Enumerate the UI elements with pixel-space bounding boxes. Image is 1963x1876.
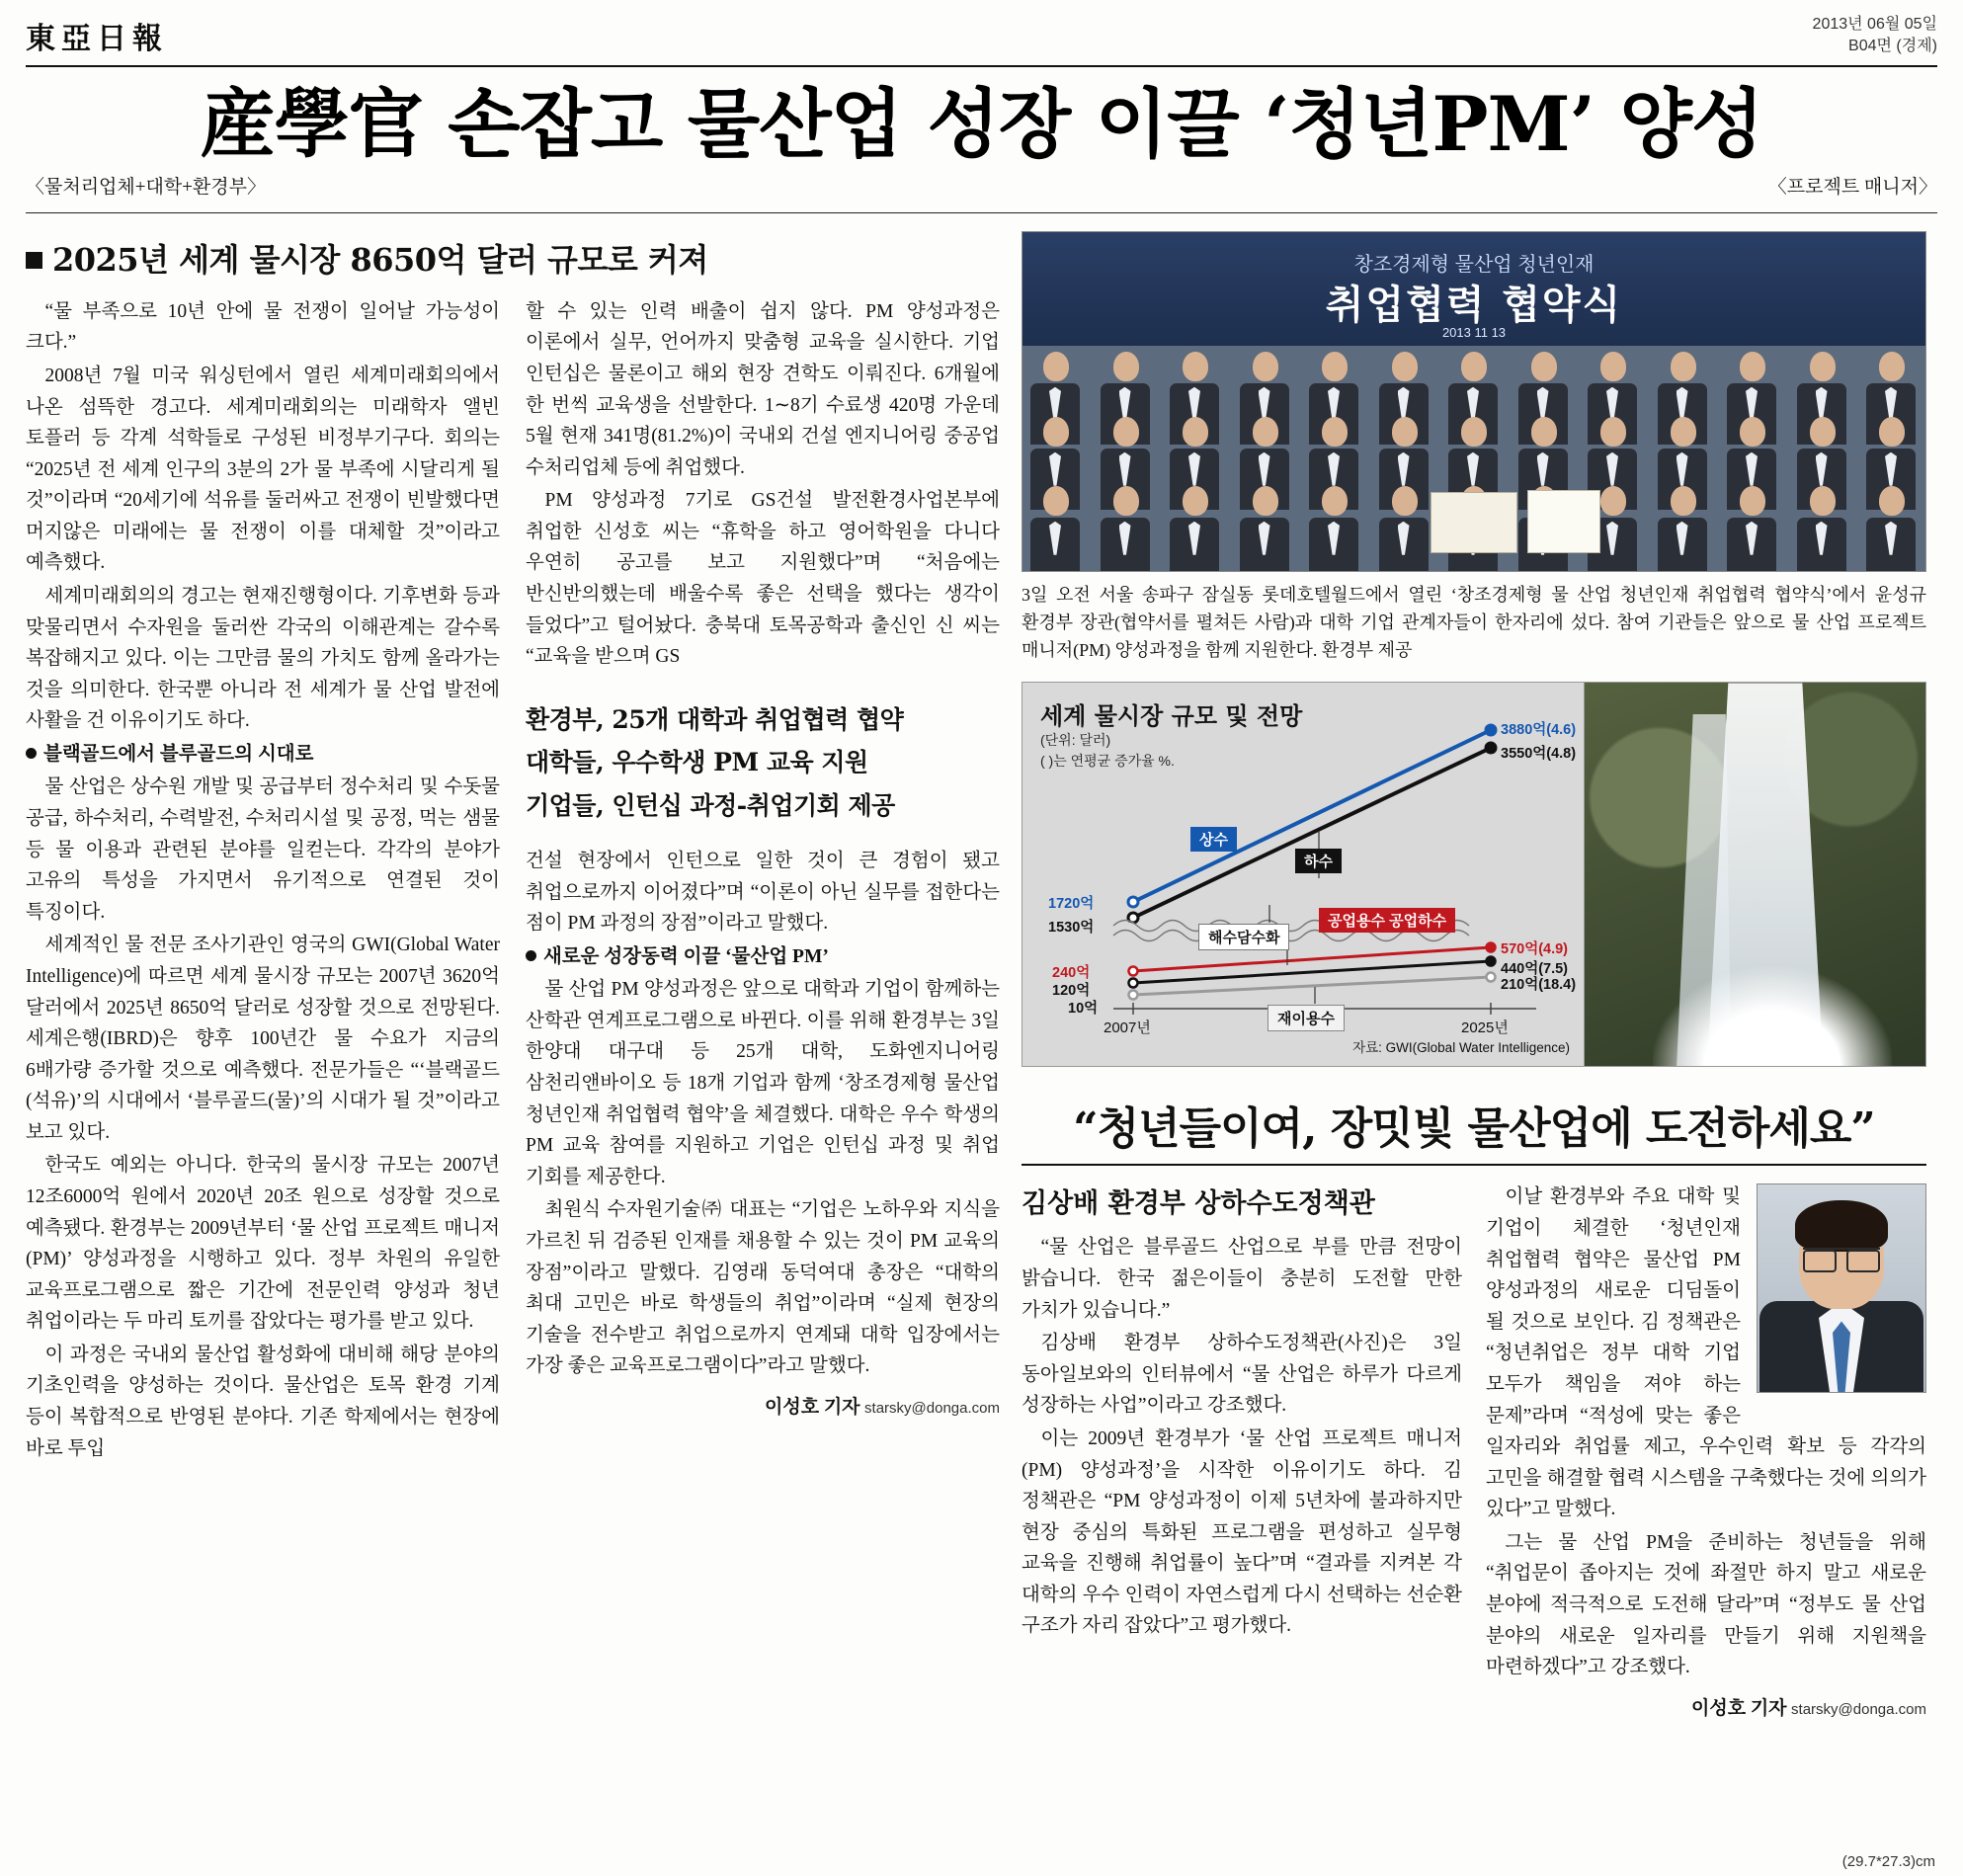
value-label-reuse-start: 10억 bbox=[1068, 1001, 1099, 1018]
paragraph: 최원식 수자원기술㈜ 대표는 “기업은 노하우와 지식을 가르친 뒤 검증된 인재를 채용할 수 있는 것이 PM 교육의 장점”이라고 말했다. 김영래 동덕여대 총장은 “대학의 최대 고민은 바로 학생들의 취업”이라며 “실제 현장의 기술을 전수받고 취업으로까지 연계돼 대학 입장에서는 가장 좋은 교육프로그램이다”라고 말했다. bbox=[526, 1199, 1000, 1377]
paragraph: “물 부족으로 10년 안에 물 전쟁이 일어날 가능성이 크다.” bbox=[26, 300, 500, 354]
value-label-supply-start: 1720억 bbox=[1048, 896, 1095, 913]
series-label-sewage: 하수 bbox=[1295, 849, 1342, 873]
article-block bbox=[26, 231, 1000, 1720]
chart-and-photo-row bbox=[1022, 682, 1926, 1067]
page-number: B04면 (경제) bbox=[1848, 37, 1937, 54]
value-label-sewage-end: 3550억(4.8) bbox=[1501, 746, 1577, 763]
paragraph: 세계미래회의의 경고는 현재진행형이다. 기후변화 등과 맞물리면서 수자원을 둘러싼 각국의 이해관계는 갈수록 복잡해지고 있다. 이는 그만큼 물의 가치도 함께 올라가는 것을 의미한다. 한국뿐 아니라 전 세계가 물 산업 발전에 사활을 건 이유이기도 하다. bbox=[26, 586, 500, 732]
pull-quote-box bbox=[526, 698, 1000, 828]
media-block bbox=[1022, 231, 1926, 1720]
page-size-note: (29.7*27.3)cm bbox=[1841, 1853, 1935, 1870]
paragraph: PM 양성과정 7기로 GS건설 발전환경사업본부에 취업한 신성호 씨는 “휴학을 하고 영어학원을 다니다 우연히 공고를 보고 지원했다”며 “처음에는 반신반의했는데 배울수록 좋은 선택을 했다는 생각이 들었다”고 털어놨다. 충북대 토목공학과 출신인 신 씨는 “교육을 받으며 GS bbox=[526, 490, 1000, 668]
value-label-industrial-start: 240억 bbox=[1052, 965, 1091, 982]
article-subhead-2-text: 새로운 성장동력 이끌 ‘물산업 PM’ bbox=[543, 945, 829, 967]
article-columns bbox=[26, 296, 1000, 1466]
dot-bullet-icon bbox=[526, 950, 536, 961]
paragraph: 2008년 7월 미국 워싱턴에서 열린 세계미래회의에서 나온 섬뜩한 경고다. 세계미래회의는 미래학자 앨빈 토플러 등 각계 석학들로 구성된 비정부기구다. 회의는 “2025년 전 세계 인구의 3분의 2가 물 부족에 시달리게 될 것”이라며 “20세기에 석유를 둘러싸고 전쟁이 빈발했다면 머지않은 미래에는 물 전쟁이 이를 대체할 것”이라고 예측했다. bbox=[26, 365, 500, 574]
square-bullet-icon bbox=[26, 252, 42, 269]
banner-line-3: 2013 11 13 bbox=[1441, 324, 1507, 340]
article-column-2 bbox=[526, 296, 1000, 1466]
byline-left bbox=[526, 1392, 1000, 1419]
newspaper-logo: 東亞日報 bbox=[26, 22, 168, 56]
headline-block bbox=[26, 80, 1937, 199]
byline-email: starsky@donga.com bbox=[1791, 1700, 1926, 1718]
series-label-industrial: 공업용수 공업하수 bbox=[1319, 908, 1455, 933]
headline-subrow bbox=[26, 172, 1937, 199]
value-label-desalination-start: 120억 bbox=[1052, 983, 1091, 1000]
chart-title: 세계 물시장 규모 및 전망 bbox=[1040, 701, 1303, 731]
pull-quote-line: 대학들, 우수학생 PM 교육 지원 bbox=[526, 748, 868, 777]
dot-bullet-icon bbox=[26, 748, 37, 759]
article-deck-text: 2025년 세계 물시장 8650억 달러 규모로 커져 bbox=[52, 240, 708, 279]
article-deck bbox=[26, 235, 1000, 281]
interview-column-right bbox=[1486, 1182, 1926, 1719]
x-tick-2025: 2025년 bbox=[1461, 1020, 1509, 1037]
agreement-document-2 bbox=[1527, 490, 1600, 553]
masthead-rule bbox=[26, 65, 1937, 67]
banner-line-1: 창조경제형 물산업 청년인재 bbox=[1353, 253, 1595, 276]
paragraph: 물 산업 PM 양성과정은 앞으로 대학과 기업이 함께하는 산학관 연계프로그램으로 바뀐다. 이를 위해 환경부는 3일 한양대 대구대 등 25개 대학, 도화엔지니어링 삼천리앤바이오 등 18개 기업과 함께 ‘창조경제형 물산업 청년인재 취업협력 협약’을 체결했다. 대학은 우수 학생의 PM 교육 참여를 지원하고 기업은 인턴십 과정 및 취업 기회를 제공한다. bbox=[526, 979, 1000, 1187]
article-subhead-1 bbox=[26, 739, 500, 771]
byline-right bbox=[1486, 1693, 1926, 1720]
value-label-industrial-end: 570억(4.9) bbox=[1501, 941, 1569, 958]
photo-caption: 3일 오전 서울 송파구 잠실동 롯데호텔월드에서 열린 ‘창조경제형 물 산업 청년인재 취업협력 협약식’에서 윤성규 환경부 장관(협약서를 펼쳐든 사람)과 대학 기업 관계자들이 한자리에 섰다. 참여 기관들은 앞으로 물 산업 프로젝트 매니저(PM) 양성과정을 함께 지원한다. 환경부 제공 bbox=[1022, 584, 1926, 660]
paragraph: “물 산업은 블루골드 산업으로 부를 만큼 전망이 밝습니다. 한국 젊은이들이 충분히 도전할 만한 가치가 있습니다.” bbox=[1022, 1237, 1462, 1321]
byline-email: starsky@donga.com bbox=[864, 1399, 1000, 1417]
interview-bigquote: “청년들이여, 장밋빛 물산업에 도전하세요” bbox=[1073, 1103, 1875, 1155]
value-label-reuse-end: 210억(18.4) bbox=[1501, 977, 1577, 994]
value-label-desalination-end: 440억(7.5) bbox=[1501, 961, 1569, 978]
article-column-1 bbox=[26, 296, 500, 1466]
article-subhead-2 bbox=[526, 941, 1000, 973]
agreement-document bbox=[1431, 492, 1517, 553]
paragraph: 이날 환경부와 주요 대학 및 기업이 체결한 ‘청년인재 취업협력 협약은 물산업 PM 양성과정의 새로운 디딤돌이 될 것으로 보인다. 김 정책관은 “청년취업은 정부 대학 기업 모두가 책임을 져야 하는 문제”라며 “적성에 맞는 좋은 일자리와 취업률 제고, 우수인력 확보 등 각각의 고민을 해결할 협력 시스템을 구축했다는 것에 의의가 있다”고 말했다. bbox=[1486, 1186, 1926, 1520]
waterfall-photo bbox=[1585, 682, 1926, 1067]
issue-date: 2013년 06월 05일 bbox=[1812, 16, 1937, 33]
article-subhead-1-text: 블랙골드에서 블루골드의 시대로 bbox=[43, 743, 314, 765]
interview-column-left bbox=[1022, 1182, 1462, 1719]
ceremony-photo bbox=[1022, 231, 1926, 572]
water-market-chart bbox=[1022, 682, 1585, 1067]
interview-columns bbox=[1022, 1182, 1926, 1719]
paragraph: 한국도 예외는 아니다. 한국의 물시장 규모는 2007년 12조6000억 원에서 2020년 20조 원으로 성장할 것으로 예측됐다. 환경부는 2009년부터 ‘물 산업 프로젝트 매니저(PM)’ 양성과정을 시행하고 있다. 정부 차원의 유일한 교육프로그램으로 짧은 기간에 전문인력 양성과 청년 취업이라는 두 마리 토끼를 잡았다는 평가를 받고 있다. bbox=[26, 1155, 500, 1333]
chart-unit-line-2: ( )는 연평균 증가율 %. bbox=[1040, 752, 1175, 769]
paragraph: 건설 현장에서 인턴으로 일한 것이 큰 경험이 됐고 취업으로까지 이어졌다”며 “이론이 아닌 실무를 접한다는 점이 PM 과정의 장점”이라고 말했다. bbox=[526, 850, 1000, 935]
paragraph: 이는 2009년 환경부가 ‘물 산업 프로젝트 매니저(PM) 양성과정’을 시작한 이유이기도 하다. 김 정책관은 “PM 양성과정이 이제 5년차에 불과하지만 현장 중심의 특화된 프로그램을 편성하고 실무형 교육을 진행해 취업률이 높다”며 “결과를 지켜본 각 대학의 우수 인력이 자연스럽게 다시 선택하는 선순환 구조가 자리 잡았다”고 평가했다. bbox=[1022, 1427, 1462, 1637]
pull-quote-line: 환경부, 25개 대학과 취업협력 협약 bbox=[526, 704, 904, 734]
x-tick-2007: 2007년 bbox=[1104, 1020, 1151, 1037]
interview-subject: 김상배 환경부 상하수도정책관 bbox=[1022, 1188, 1375, 1220]
interview-rule bbox=[1022, 1164, 1926, 1166]
value-label-sewage-start: 1530억 bbox=[1048, 920, 1095, 937]
issue-info bbox=[1813, 14, 1937, 56]
paragraph: 물 산업은 상수원 개발 및 공급부터 정수처리 및 수돗물 공급, 하수처리, 수력발전, 수처리시설 및 공정, 먹는 샘물 등 물 이용과 관련된 분야를 일컫는다. 각각의 분야가 고유의 특성을 가지면서 유기적으로 연결된 것이 특징이다. bbox=[26, 776, 500, 923]
paragraph: 이 과정은 국내외 물산업 활성화에 대비해 해당 분야의 기초인력을 양성하는 것이다. 물산업은 토목 환경 기계 등이 복합적으로 반영된 분야다. 기존 학제에서는 현장에 바로 투입 bbox=[26, 1344, 500, 1459]
pull-quote-line: 기업들, 인턴십 과정-취업기회 제공 bbox=[526, 791, 895, 821]
headline-rule bbox=[26, 212, 1937, 213]
interview-portrait bbox=[1757, 1183, 1926, 1393]
byline-name: 이성호 기자 bbox=[765, 1396, 860, 1418]
headline-sub-right: 〈프로젝트 매니저〉 bbox=[1767, 176, 1937, 198]
byline-name: 이성호 기자 bbox=[1691, 1697, 1787, 1719]
masthead bbox=[26, 14, 1937, 57]
page-title: 産學官 손잡고 물산업 성장 이끌 ‘청년PM’ 양성 bbox=[200, 80, 1763, 168]
glasses-icon bbox=[1803, 1248, 1880, 1267]
series-label-desalination: 해수담수화 bbox=[1198, 924, 1289, 950]
paragraph: 김상배 환경부 상하수도정책관(사진)은 3일 동아일보와의 인터뷰에서 “물 산업은 하루가 다르게 성장하는 사업”이라고 강조했다. bbox=[1022, 1333, 1462, 1417]
paragraph: 그는 물 산업 PM을 준비하는 청년들을 위해 “취업문이 좁아지는 것에 좌절만 하지 말고 새로운 분야에 적극적으로 도전해 달라”며 “정부도 물 산업 분야의 새로운 일자리를 만들기 위해 지원책을 마련하겠다”고 강조했다. bbox=[1486, 1531, 1926, 1678]
photo-crowd bbox=[1022, 346, 1925, 571]
banner-line-2: 취업협력 협약식 bbox=[1325, 281, 1623, 328]
page-content bbox=[26, 231, 1937, 1720]
value-label-supply-end: 3880억(4.6) bbox=[1501, 722, 1577, 739]
headline-sub-left: 〈물처리업체+대학+환경부〉 bbox=[26, 176, 266, 198]
paragraph: 세계적인 물 전문 조사기관인 영국의 GWI(Global Water Intelligence)에 따르면 세계 물시장 규모는 2007년 3620억 달러에서 2025년 8650억 달러로 성장할 것으로 전망된다. 세계은행(IBRD)은 향후 100년간 물 수요가 지금의 6배가량 증가할 것으로 예측했다. 전문가들은 “‘블랙골드(석유)’의 시대에서 ‘블루골드(물)’의 시대가 될 것”이라고 보고 있다. bbox=[26, 935, 500, 1143]
series-label-reuse: 재이용수 bbox=[1268, 1005, 1345, 1031]
paragraph: 할 수 있는 인력 배출이 쉽지 않다. PM 양성과정은 이론에서 실무, 언어까지 맞춤형 교육을 실시한다. 기업 인턴십은 물론이고 해외 현장 견학도 이뤄진다. 6개월에 한 번씩 교육생을 선발한다. 1∼8기 수료생 420명 가운데 5월 현재 341명(81.2%)이 국내외 건설 엔지니어링 중공업 수처리업체 등에 취업했다. bbox=[526, 300, 1000, 478]
chart-unit-line-1: (단위: 달러) bbox=[1040, 732, 1111, 749]
photo-banner bbox=[1022, 232, 1925, 351]
chart-source: 자료: GWI(Global Water Intelligence) bbox=[1352, 1040, 1570, 1056]
series-label-supply: 상수 bbox=[1190, 827, 1237, 852]
waterfall-mist bbox=[1653, 967, 1892, 1067]
